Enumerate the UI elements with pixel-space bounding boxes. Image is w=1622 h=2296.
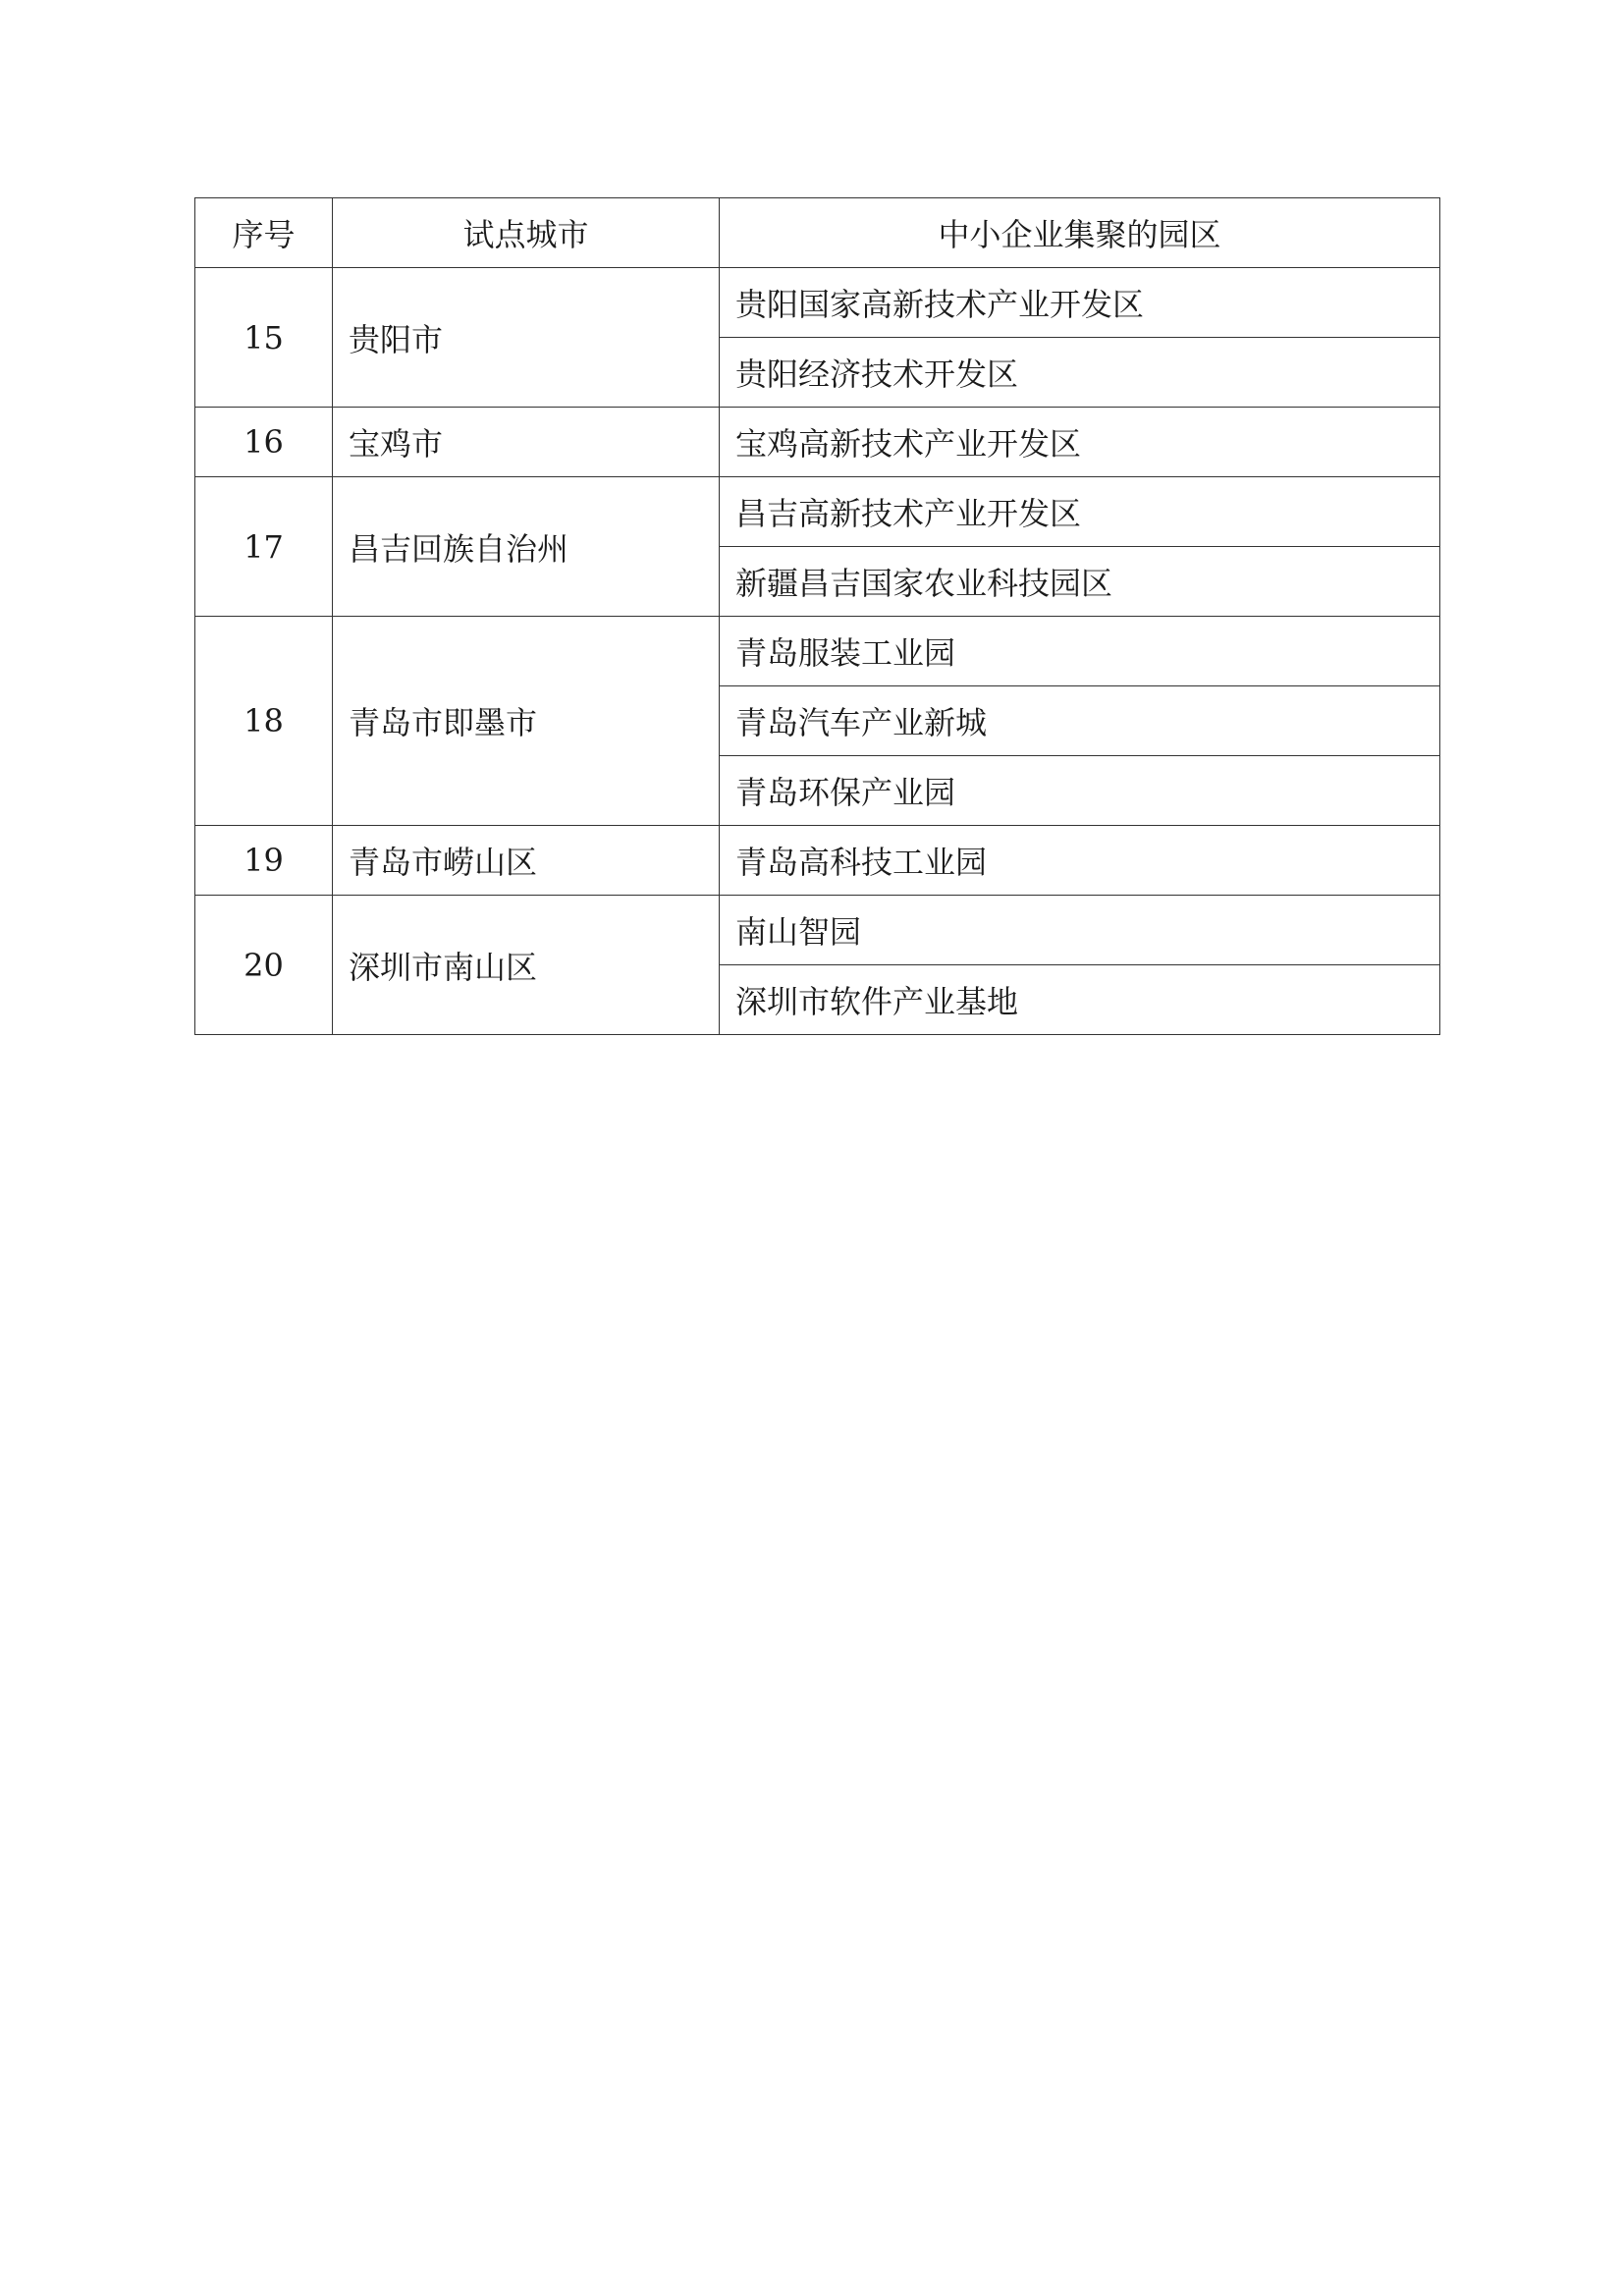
header-sme-park: 中小企业集聚的园区 — [720, 198, 1440, 268]
table-body — [195, 268, 1440, 1035]
serial-number-cell: 15 — [195, 268, 333, 408]
park-name-cell: 深圳市软件产业基地 — [720, 965, 1440, 1035]
pilot-city-cell: 昌吉回族自治州 — [333, 477, 720, 617]
pilot-city-cell: 青岛市即墨市 — [333, 617, 720, 826]
header-pilot-city: 试点城市 — [333, 198, 720, 268]
park-name-cell: 昌吉高新技术产业开发区 — [720, 477, 1440, 547]
table-row — [195, 896, 1440, 965]
park-name-cell: 青岛汽车产业新城 — [720, 686, 1440, 756]
serial-number-cell: 19 — [195, 826, 333, 896]
serial-number-cell: 16 — [195, 408, 333, 477]
park-name-cell: 南山智园 — [720, 896, 1440, 965]
header-row — [195, 198, 1440, 268]
header-serial-number: 序号 — [195, 198, 333, 268]
park-name-cell: 宝鸡高新技术产业开发区 — [720, 408, 1440, 477]
pilot-city-cell: 深圳市南山区 — [333, 896, 720, 1035]
serial-number-cell: 17 — [195, 477, 333, 617]
park-name-cell: 青岛服装工业园 — [720, 617, 1440, 686]
park-name-cell: 青岛环保产业园 — [720, 756, 1440, 826]
serial-number-cell: 18 — [195, 617, 333, 826]
pilot-city-cell: 宝鸡市 — [333, 408, 720, 477]
serial-number-cell: 20 — [195, 896, 333, 1035]
pilot-city-cell: 青岛市崂山区 — [333, 826, 720, 896]
park-name-cell: 贵阳经济技术开发区 — [720, 338, 1440, 408]
table-row — [195, 826, 1440, 896]
table-row — [195, 408, 1440, 477]
table-row — [195, 477, 1440, 547]
pilot-city-cell: 贵阳市 — [333, 268, 720, 408]
park-name-cell: 贵阳国家高新技术产业开发区 — [720, 268, 1440, 338]
park-name-cell: 青岛高科技工业园 — [720, 826, 1440, 896]
park-name-cell: 新疆昌吉国家农业科技园区 — [720, 547, 1440, 617]
table-row — [195, 268, 1440, 338]
table-header — [195, 198, 1440, 268]
pilot-city-park-table — [194, 197, 1440, 1035]
table-row — [195, 617, 1440, 686]
